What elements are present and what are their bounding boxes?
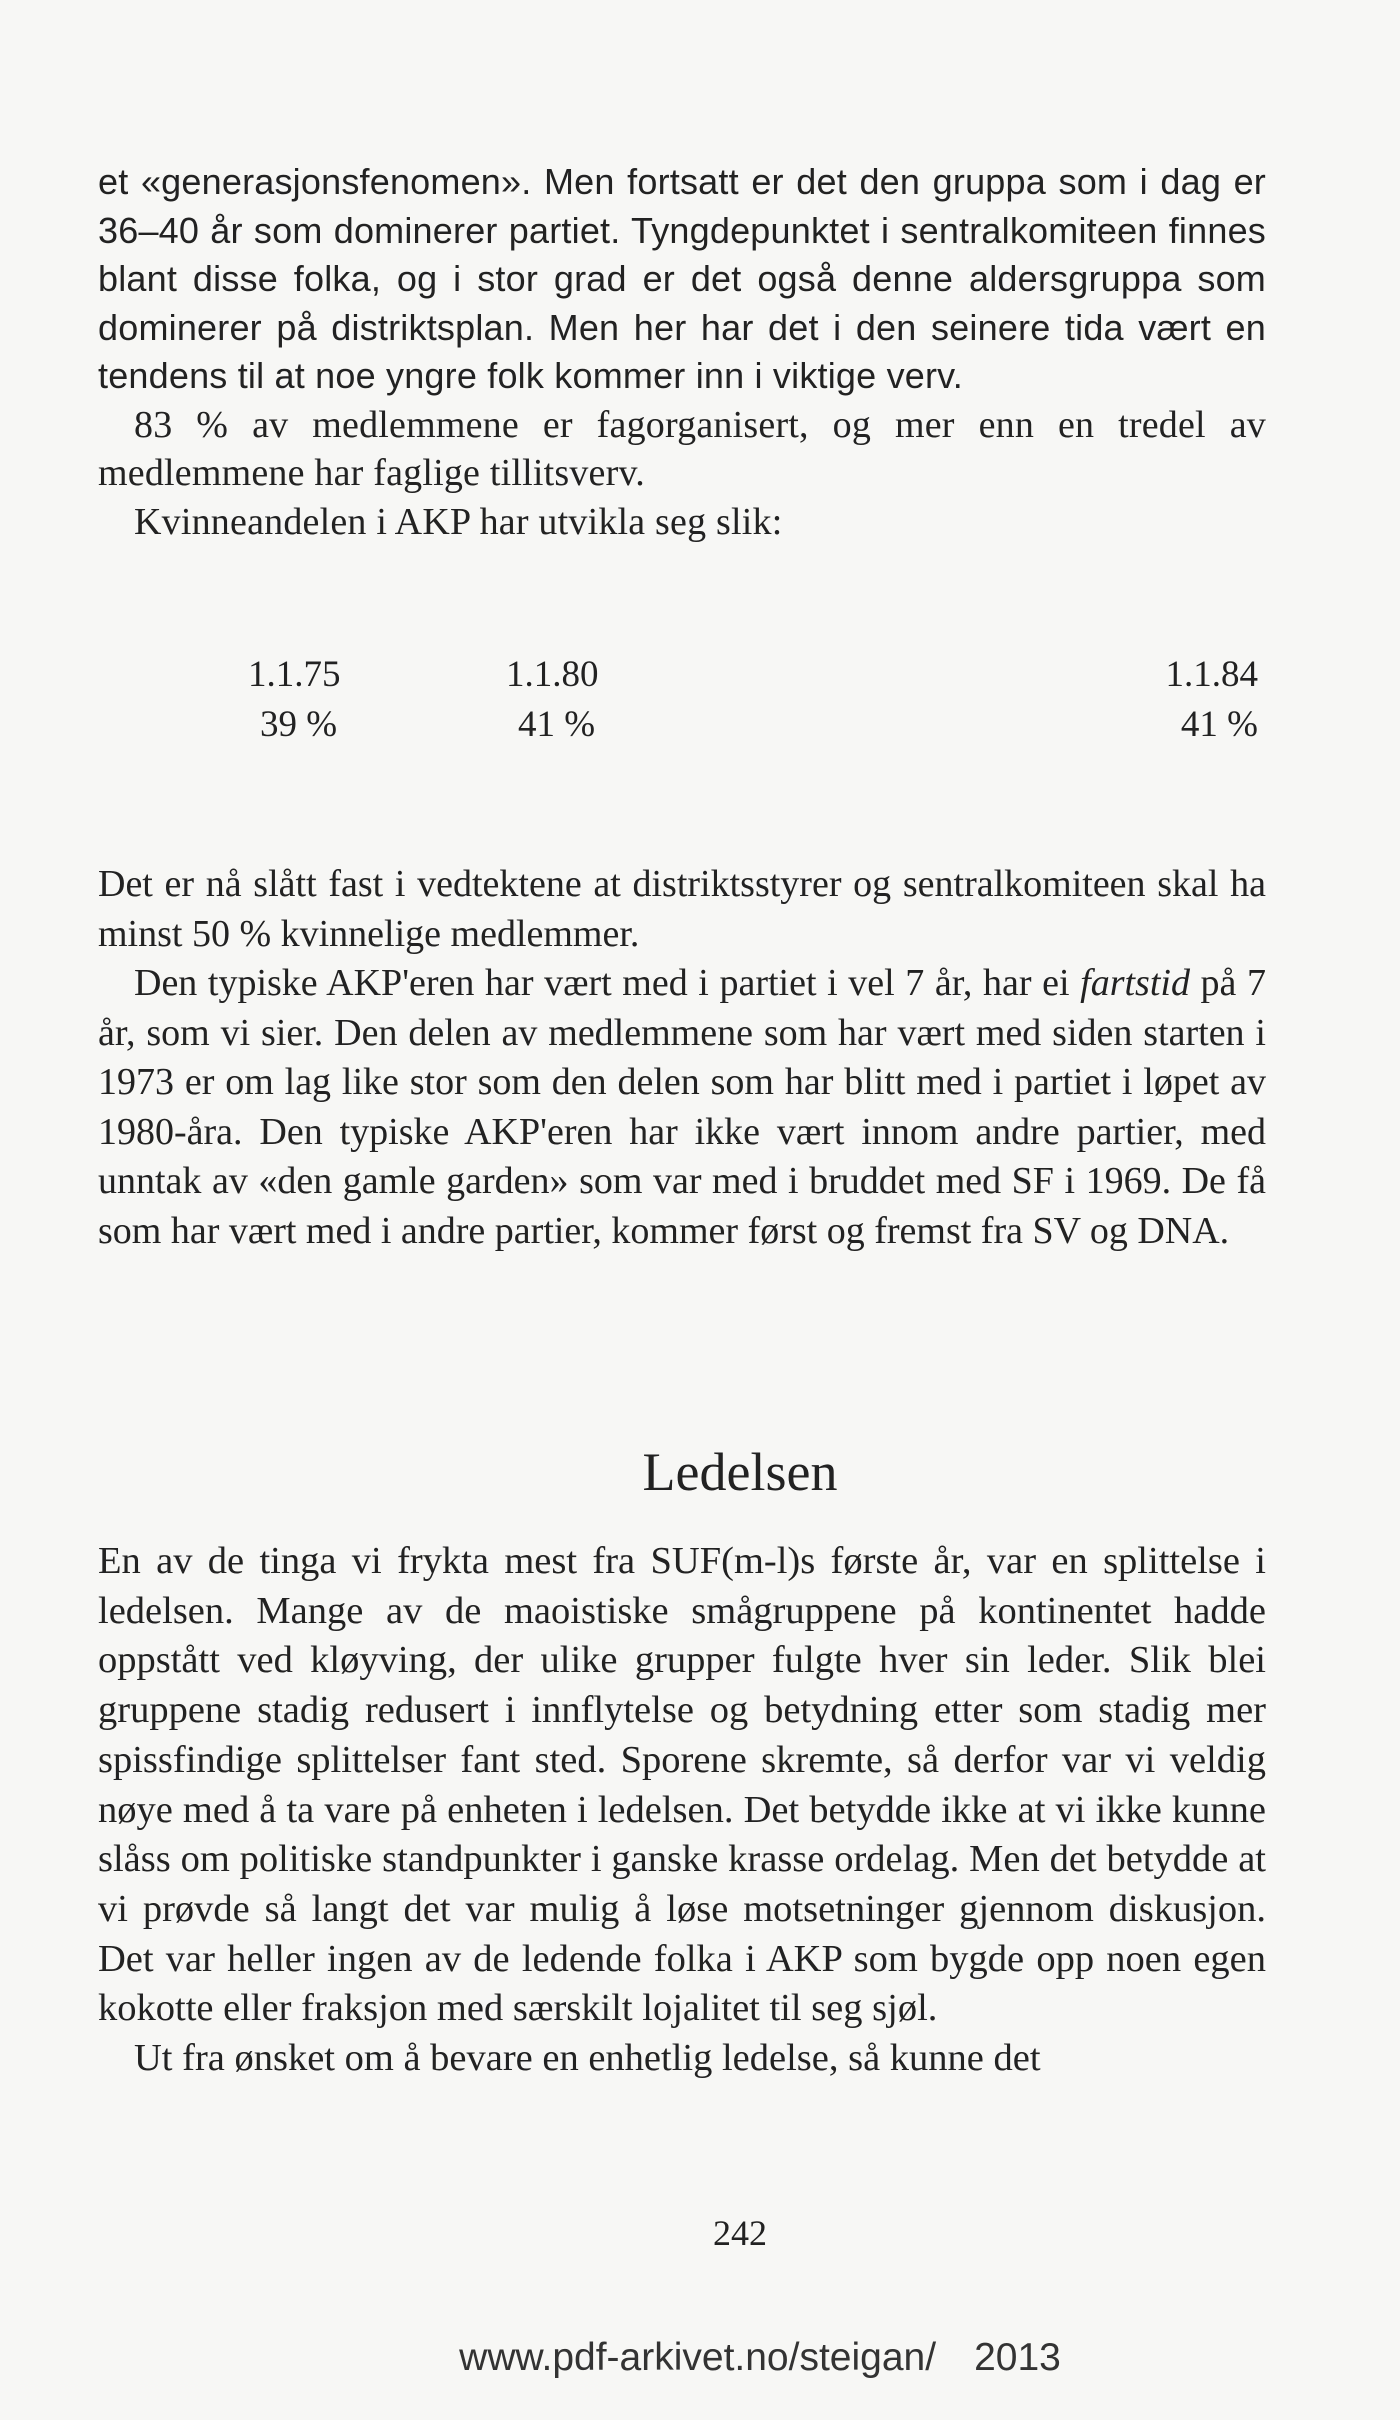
paragraph-leadership-split: En av de tinga vi frykta mest fra SUF(m-l)s første år, var en splittelse i ledelsen. Mange av de maoistiske smågruppene på kontinentet hadde oppstått ved kløyving, der ulike grupper fulgte hver sin leder. Slik blei gruppene stadig redusert i innflytelse og betydning etter som stadig mer spissfindige splittelser fant sted. Sporene skremte, så derfor var vi veldig nøye med å ta vare på enheten i ledelsen. Det betydde ikke at vi ikke kunne slåss om politiske standpunkter i ganske krasse ordelag. Men det betydde at vi prøvde så langt det var mulig å løse motsetninger gjennom diskusjon. Det var heller ingen av de ledende folka i AKP som bygde opp noen egen kokotte eller fraksjon med særskilt lojalitet til seg sjøl.: [98, 1540, 1266, 2030]
typical-member-text-b: på 7 år, som vi sier. Den delen av medlemmene som har vært med siden starten i 1973 er om lag like stor som den delen som har blitt med i partiet i løpet av 1980-åra. Den typiske AKP'eren har ikke vært innom andre partier, med unntak av «den gamle garden» som var med i bruddet med SF i 1969. De få som har vært med i andre partier, kommer først og fremst fra SV og DNA.: [98, 962, 1267, 1252]
paragraph-unified-leadership: Ut fra ønsket om å bevare en enhetlig ledelse, så kunne det: [134, 2037, 1041, 2080]
share-date: 1.1.84: [1165, 654, 1258, 695]
share-column-1984: [1078, 650, 1258, 750]
share-column-1975: [248, 650, 428, 750]
paragraph-statutes: Det er nå slått fast i vedtektene at distriktsstyrer og sentralkomiteen skal ha minst 50 % kvinnelige medlemmer.: [98, 863, 1266, 955]
share-value: 41 %: [1180, 704, 1258, 745]
typical-member-text-a: Den typiske AKP'eren har vært med i partiet i vel 7 år, har ei: [134, 962, 1070, 1004]
share-date: 1.1.80: [506, 654, 599, 695]
archive-footer: [0, 2336, 1400, 2380]
top-text-block: [98, 158, 1266, 546]
middle-text-block: [98, 860, 1266, 1256]
paragraph-generation: et «generasjonsfenomen». Men fortsatt er det den gruppa som i dag er 36–40 år som dominerer partiet. Tyngdepunktet i sentralkomiteen finnes blant disse folka, og i stor grad er det også denne aldersgruppa som dominerer på distriktsplan. Men her har det i den seinere tida vært en tendens til at noe yngre folk kommer inn i viktige verv.: [98, 161, 1266, 396]
bottom-text-block: [98, 1537, 1266, 2084]
share-value: 39 %: [260, 704, 338, 745]
page-number: 242: [713, 2213, 767, 2253]
share-column-1980: [506, 650, 686, 750]
paragraph-typical-member: [98, 959, 1266, 1256]
typical-member-italic: fartstid: [1080, 962, 1190, 1004]
footer-url: www.pdf-arkivet.no/steigan/: [459, 2336, 937, 2379]
share-date: 1.1.75: [248, 654, 341, 695]
paragraph-women-share-intro: Kvinneandelen i AKP har utvikla seg slik:: [134, 500, 783, 543]
footer-year: 2013: [974, 2336, 1061, 2379]
section-title: Ledelsen: [642, 1442, 838, 1502]
share-value: 41 %: [518, 704, 596, 745]
paragraph-union-membership: 83 % av medlemmene er fagorganisert, og mer enn en tredel av medlemmene har faglige tillitsverv.: [98, 403, 1266, 494]
